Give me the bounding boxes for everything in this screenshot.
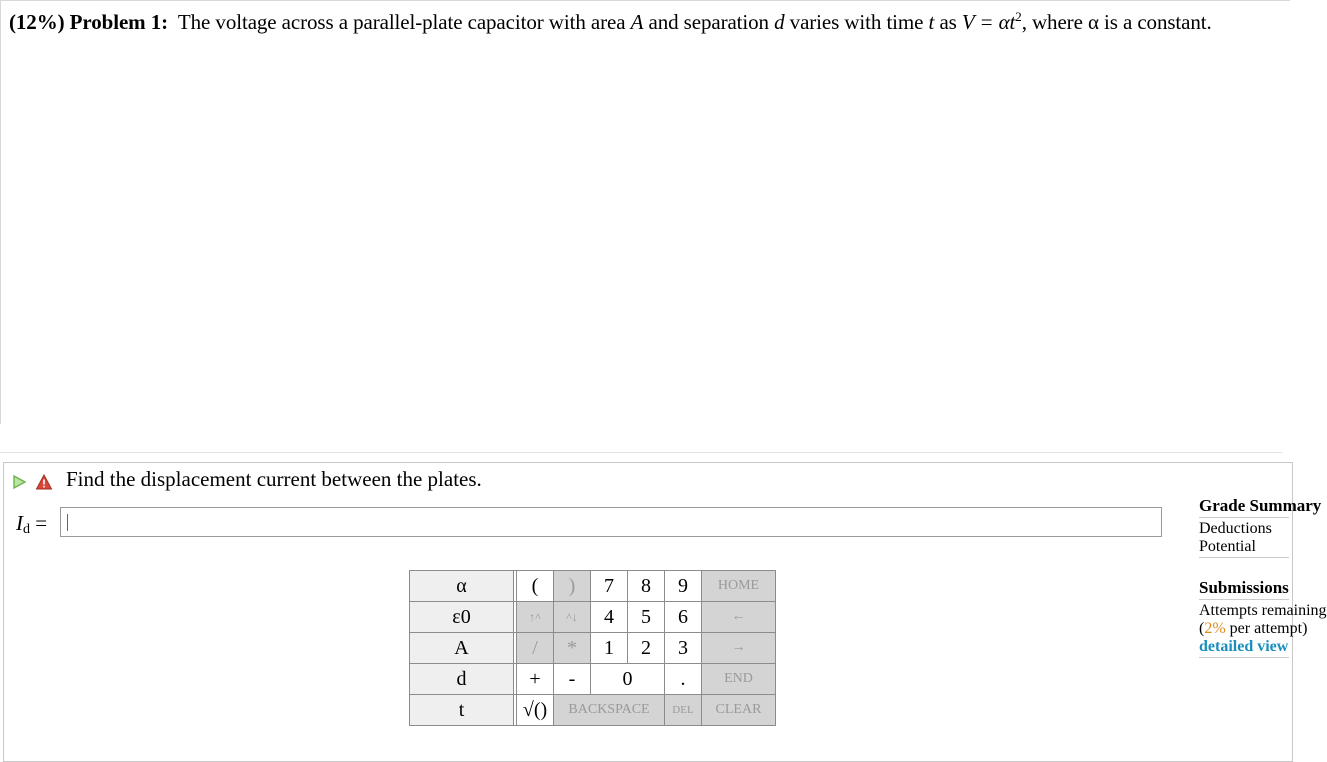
panel-rule	[1199, 557, 1289, 558]
open-paren-button[interactable]: (	[517, 571, 554, 602]
part-box	[3, 462, 1327, 762]
sqrt-button[interactable]: √()	[517, 695, 554, 726]
detailed-view-link[interactable]: detailed view	[1199, 638, 1289, 655]
var-button-a[interactable]: A	[410, 633, 514, 664]
deductions-label: Deductions	[1199, 520, 1272, 537]
problem-text-varies: varies with time	[789, 10, 924, 34]
key-8-button[interactable]: 8	[628, 571, 665, 602]
var-button-epsilon0[interactable]: ε0	[410, 602, 514, 633]
close-paren-button[interactable]: )	[554, 571, 591, 602]
per-attempt-rest: per attempt)	[1225, 620, 1308, 637]
var-button-alpha[interactable]: α	[410, 571, 514, 602]
grade-side-panel	[1199, 496, 1327, 660]
equation-exponent: 2	[1015, 9, 1022, 24]
key-7-button[interactable]: 7	[591, 571, 628, 602]
section-divider	[0, 452, 1282, 453]
key-6-button[interactable]: 6	[665, 602, 702, 633]
problem-text-end: , where α is a constant.	[1021, 10, 1212, 34]
key-5-button[interactable]: 5	[628, 602, 665, 633]
var-time: t	[928, 10, 935, 34]
keypad	[409, 570, 776, 726]
problem-text-and-sep: and separation	[648, 10, 769, 34]
problem-statement	[9, 9, 1212, 35]
problem-label: Problem 1:	[69, 10, 168, 34]
play-icon[interactable]	[12, 475, 26, 489]
superscript-up-button[interactable]: ↑^	[517, 602, 554, 633]
key-4-button[interactable]: 4	[591, 602, 628, 633]
per-attempt-open: (	[1199, 620, 1205, 637]
var-button-t[interactable]: t	[410, 695, 514, 726]
superscript-down-button[interactable]: ^↓	[554, 602, 591, 633]
plus-button[interactable]: +	[517, 664, 554, 695]
potential-label: Potential	[1199, 538, 1256, 555]
per-attempt-deduction	[1199, 620, 1308, 638]
submissions-heading: Submissions	[1199, 578, 1289, 597]
problem-text-start: The voltage across a parallel-plate capacitor with area	[177, 10, 626, 34]
problem-weight: (12%)	[9, 10, 65, 34]
var-area: A	[630, 10, 644, 34]
var-sep: d	[774, 10, 785, 34]
var-button-d[interactable]: d	[410, 664, 514, 695]
key-3-button[interactable]: 3	[665, 633, 702, 664]
key-2-button[interactable]: 2	[628, 633, 665, 664]
answer-equals: =	[35, 511, 48, 535]
multiply-button[interactable]: *	[554, 633, 591, 664]
minus-button[interactable]: -	[554, 664, 591, 695]
divide-button[interactable]: /	[517, 633, 554, 664]
key-1-button[interactable]: 1	[591, 633, 628, 664]
panel-rule	[1199, 657, 1289, 658]
attempts-remaining: Attempts remaining	[1199, 602, 1327, 619]
per-attempt-pct: 2%	[1204, 620, 1226, 637]
key-0-button[interactable]: 0	[591, 664, 665, 695]
end-button[interactable]: END	[702, 664, 776, 695]
answer-symbol: I	[16, 511, 23, 535]
right-arrow-button[interactable]: →	[702, 633, 776, 664]
grade-summary-heading: Grade Summary	[1199, 496, 1322, 515]
panel-rule	[1199, 517, 1289, 518]
text-caret	[67, 514, 68, 531]
delete-button[interactable]: DEL	[665, 695, 702, 726]
backspace-button[interactable]: BACKSPACE	[554, 695, 665, 726]
clear-button[interactable]: CLEAR	[702, 695, 776, 726]
equation: V = αt	[961, 10, 1016, 34]
home-button[interactable]: HOME	[702, 571, 776, 602]
decimal-point-button[interactable]: .	[665, 664, 702, 695]
left-arrow-button[interactable]: ←	[702, 602, 776, 633]
answer-label	[16, 511, 47, 538]
warning-icon	[36, 474, 52, 490]
answer-subscript: d	[23, 522, 30, 537]
problem-text-as: as	[939, 10, 957, 34]
part-prompt: Find the displacement current between the plates.	[66, 467, 482, 491]
key-9-button[interactable]: 9	[665, 571, 702, 602]
panel-rule	[1199, 599, 1289, 600]
answer-input[interactable]	[60, 507, 1162, 537]
